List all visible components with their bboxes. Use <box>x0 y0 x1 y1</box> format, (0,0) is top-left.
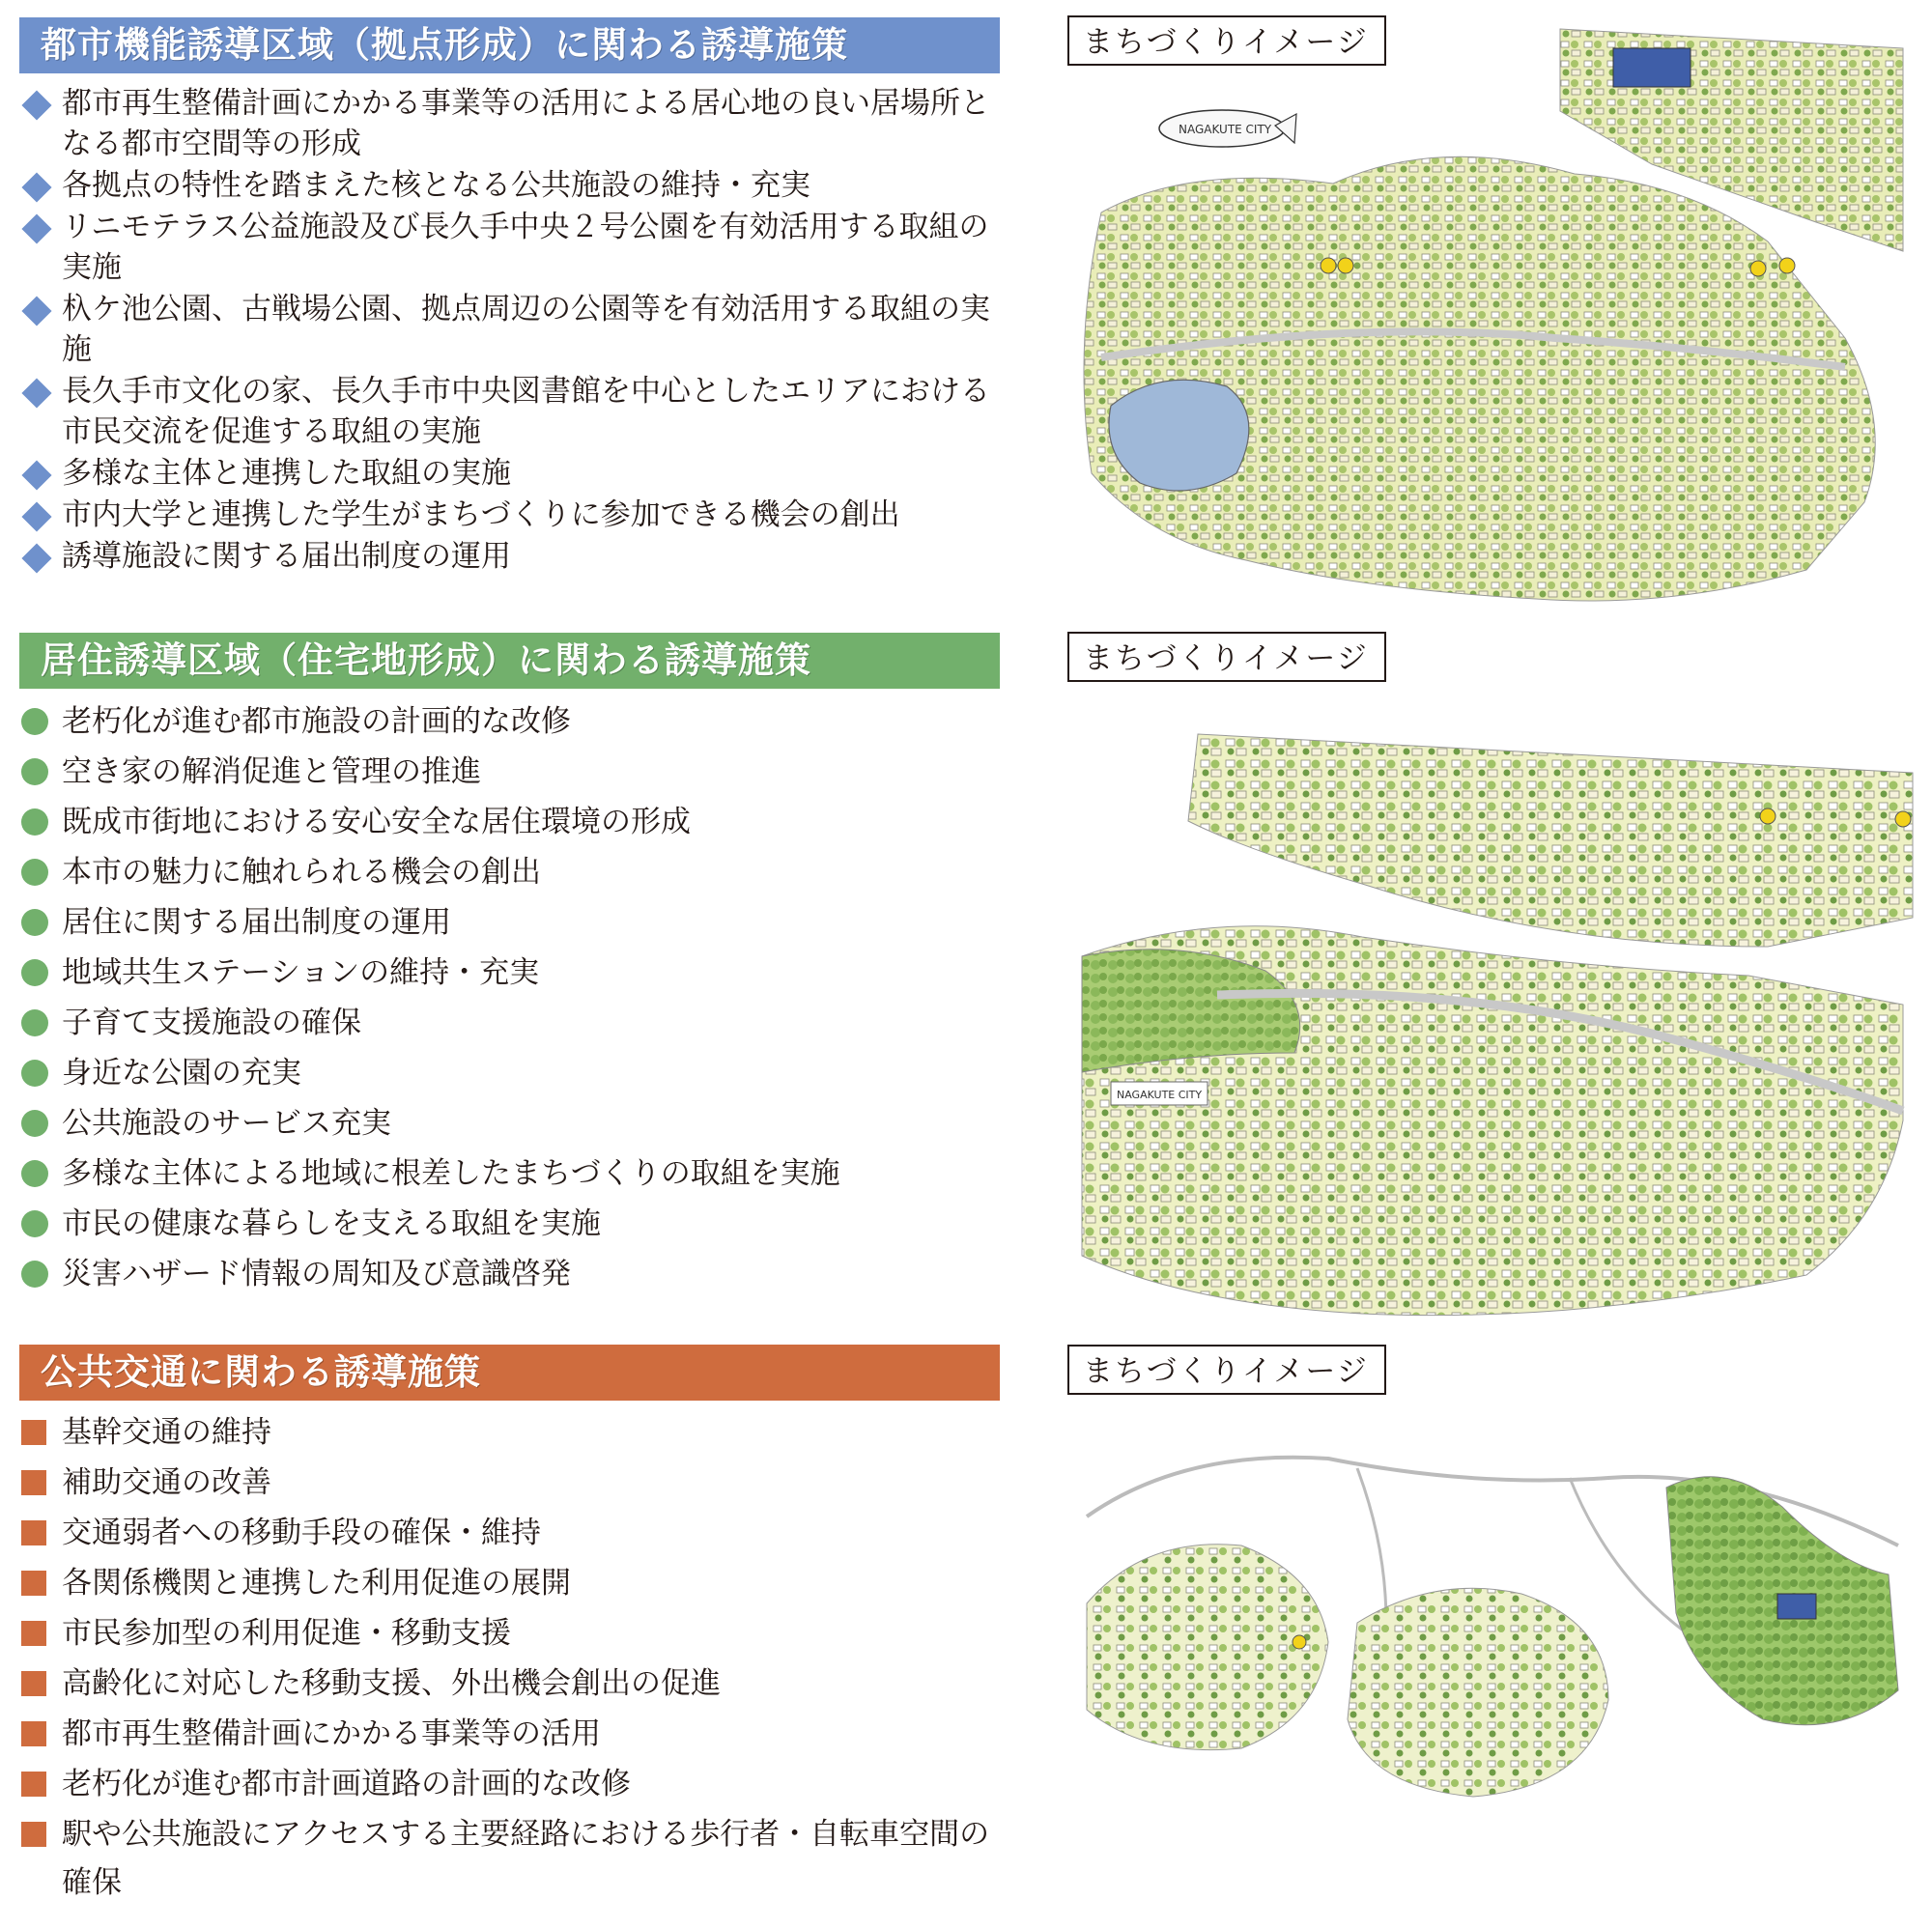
square-bullet-icon <box>21 1772 46 1797</box>
public-transport-list <box>19 1408 1000 1907</box>
circle-bullet-icon <box>21 909 48 936</box>
square-bullet-icon <box>21 1420 46 1445</box>
balloon-icon <box>1338 258 1353 273</box>
station-building <box>1613 48 1690 87</box>
list-item: 公共施設のサービス充実 <box>19 1098 1000 1148</box>
residential-illustration <box>1072 715 1922 1323</box>
residential-list <box>19 696 1000 1299</box>
circle-bullet-icon <box>21 1060 48 1087</box>
circle-bullet-icon <box>21 1110 48 1137</box>
square-bullet-icon <box>21 1520 46 1545</box>
list-item: 市民参加型の利用促進・移動支援 <box>19 1609 1000 1659</box>
balloon-icon <box>1750 261 1766 276</box>
list-item: 基幹交通の維持 <box>19 1408 1000 1459</box>
balloon-icon <box>1895 811 1911 827</box>
city-sign-text: NAGAKUTE CITY <box>1117 1089 1203 1101</box>
transport-illustration <box>1067 1430 1918 1816</box>
urban-function-list <box>19 83 1000 577</box>
list-item: 長久手市文化の家、長久手市中央図書館を中心としたエリアにおける市民交流を促進する取組の実施 <box>19 371 1000 452</box>
central-cluster <box>1348 1588 1608 1797</box>
circle-bullet-icon <box>21 708 48 735</box>
circle-bullet-icon <box>21 1261 48 1288</box>
list-item: 既成市街地における安心安全な居住環境の形成 <box>19 797 1000 847</box>
list-item: 高齢化に対応した移動支援、外出機会創出の促進 <box>19 1659 1000 1710</box>
urban-function-illustration <box>1072 19 1913 609</box>
upper-district <box>1188 734 1913 947</box>
image-label-2: まちづくりイメージ <box>1067 632 1386 682</box>
list-item: 多様な主体と連携した取組の実施 <box>19 453 1000 494</box>
list-item: 身近な公園の充実 <box>19 1048 1000 1098</box>
urban-function-header: 都市機能誘導区域（拠点形成）に関わる誘導施策 <box>19 17 1000 73</box>
list-item: 老朽化が進む都市計画道路の計画的な改修 <box>19 1760 1000 1810</box>
list-item: 空き家の解消促進と管理の推進 <box>19 747 1000 797</box>
residential-section <box>19 633 1000 1299</box>
list-item: 都市再生整備計画にかかる事業等の活用による居心地の良い居場所となる都市空間等の形成 <box>19 83 1000 164</box>
diamond-bullet-icon <box>21 213 51 243</box>
list-item: 本市の魅力に触れられる機会の創出 <box>19 847 1000 897</box>
list-item: 老朽化が進む都市施設の計画的な改修 <box>19 696 1000 747</box>
list-item: 杁ケ池公園、古戦場公園、拠点周辺の公園等を有効活用する取組の実施 <box>19 289 1000 370</box>
image-label-3: まちづくりイメージ <box>1067 1345 1386 1395</box>
square-bullet-icon <box>21 1571 46 1596</box>
circle-bullet-icon <box>21 758 48 785</box>
diamond-bullet-icon <box>21 460 51 490</box>
square-bullet-icon <box>21 1721 46 1746</box>
list-item: 多様な主体による地域に根差したまちづくりの取組を実施 <box>19 1148 1000 1199</box>
list-item: 誘導施設に関する届出制度の運用 <box>19 536 1000 577</box>
list-item: 駅や公共施設にアクセスする主要経路における歩行者・自転車空間の確保 <box>19 1810 1000 1907</box>
list-item: 居住に関する届出制度の運用 <box>19 897 1000 948</box>
main-district <box>1084 156 1875 601</box>
diamond-bullet-icon <box>21 501 51 531</box>
image-label-1: まちづくりイメージ <box>1067 15 1386 66</box>
square-bullet-icon <box>21 1822 46 1847</box>
list-item: 市民の健康な暮らしを支える取組を実施 <box>19 1199 1000 1249</box>
balloon-icon <box>1321 258 1336 273</box>
circle-bullet-icon <box>21 1009 48 1036</box>
circle-bullet-icon <box>21 1160 48 1187</box>
list-item: 子育て支援施設の確保 <box>19 998 1000 1048</box>
diamond-bullet-icon <box>21 378 51 408</box>
list-item: 交通弱者への移動手段の確保・維持 <box>19 1509 1000 1559</box>
public-transport-section <box>19 1345 1000 1907</box>
urban-function-section <box>19 17 1000 578</box>
balloon-icon <box>1293 1635 1306 1649</box>
circle-bullet-icon <box>21 1210 48 1237</box>
square-bullet-icon <box>21 1671 46 1696</box>
route-line <box>1357 1468 1386 1623</box>
diamond-bullet-icon <box>21 172 51 202</box>
list-item: 災害ハザード情報の周知及び意識啓発 <box>19 1249 1000 1299</box>
diamond-bullet-icon <box>21 543 51 573</box>
circle-bullet-icon <box>21 808 48 836</box>
diamond-bullet-icon <box>21 296 51 326</box>
list-item: 市内大学と連携した学生がまちづくりに参加できる機会の創出 <box>19 495 1000 535</box>
square-bullet-icon <box>21 1621 46 1646</box>
residential-header: 居住誘導区域（住宅地形成）に関わる誘導施策 <box>19 633 1000 689</box>
west-cluster <box>1087 1545 1328 1750</box>
square-bullet-icon <box>21 1470 46 1495</box>
station-building <box>1777 1594 1816 1619</box>
public-transport-header: 公共交通に関わる誘導施策 <box>19 1345 1000 1401</box>
balloon-icon <box>1760 808 1776 824</box>
list-item: 地域共生ステーションの維持・充実 <box>19 948 1000 998</box>
list-item: 補助交通の改善 <box>19 1459 1000 1509</box>
list-item: 都市再生整備計画にかかる事業等の活用 <box>19 1710 1000 1760</box>
list-item: 各拠点の特性を踏まえた核となる公共施設の維持・充実 <box>19 165 1000 206</box>
circle-bullet-icon <box>21 859 48 886</box>
balloon-icon <box>1779 258 1795 273</box>
circle-bullet-icon <box>21 959 48 986</box>
pond <box>1109 380 1249 491</box>
diamond-bullet-icon <box>21 90 51 120</box>
list-item: 各関係機関と連携した利用促進の展開 <box>19 1559 1000 1609</box>
list-item: リニモテラス公益施設及び長久手中央２号公園を有効活用する取組の実施 <box>19 207 1000 288</box>
blimp-text: NAGAKUTE CITY <box>1179 123 1272 136</box>
